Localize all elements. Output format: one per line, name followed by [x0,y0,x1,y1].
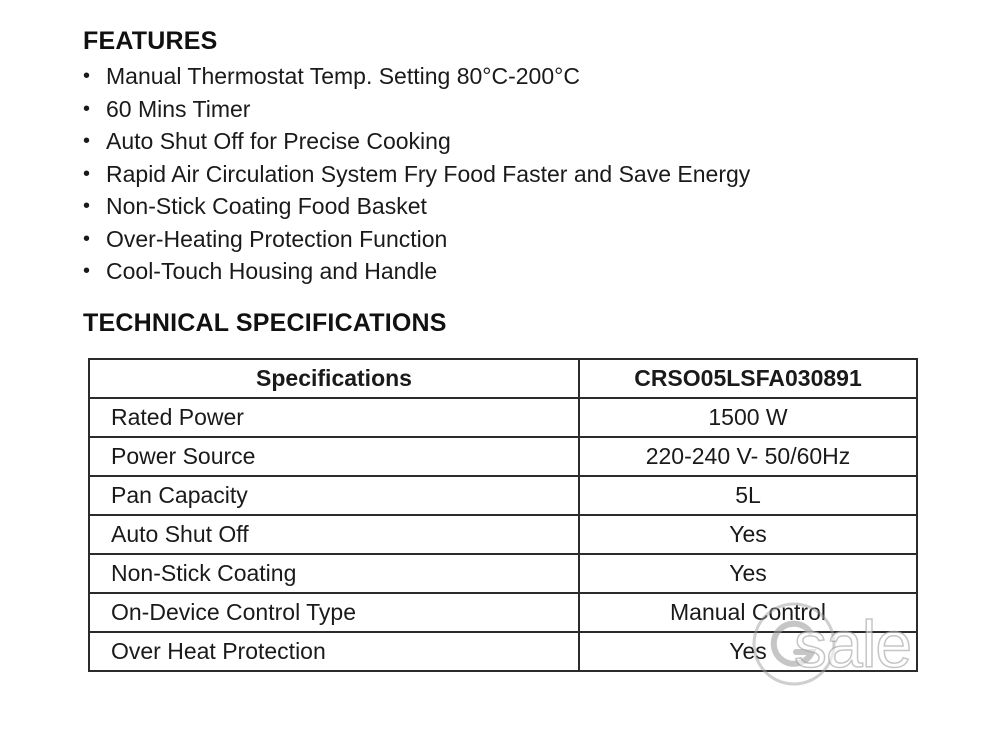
table-row [89,593,917,632]
table-row [89,515,917,554]
bullet-icon: • [83,162,91,185]
table-row [89,476,917,515]
bullet-icon: • [83,97,91,120]
bullet-icon: • [83,65,91,87]
technical-specifications-heading: TECHNICAL SPECIFICATIONS [83,309,447,337]
feature-text: Cool-Touch Housing and Handle [106,258,438,284]
spec-value: Yes [579,632,917,671]
feature-text: Over-Heating Protection Function [106,225,448,252]
watermark-text: sale [794,607,912,681]
feature-text: Manual Thermostat Temp. Setting 80°C-200°C [106,63,580,89]
table-header-row [89,359,917,398]
bullet-icon: • [83,260,91,282]
table-row [89,398,917,437]
table-row [89,437,917,476]
bullet-icon: • [83,130,91,152]
feature-text: 60 Mins Timer [106,95,251,122]
spec-name: Over Heat Protection [89,632,579,671]
spec-value: Yes [579,515,917,554]
spec-value: 5L [579,476,917,515]
feature-text: Auto Shut Off for Precise Cooking [106,128,451,154]
specifications-table [88,358,918,672]
column-header-specifications: Specifications [89,359,579,398]
spec-name: On-Device Control Type [89,593,579,632]
features-heading: FEATURES [83,27,218,55]
spec-name: Power Source [89,437,579,476]
bullet-icon: • [83,227,91,250]
column-header-model: CRSO05LSFA030891 [579,359,917,398]
table-row [89,632,917,671]
spec-name: Auto Shut Off [89,515,579,554]
spec-name: Pan Capacity [89,476,579,515]
spec-value: 1500 W [579,398,917,437]
feature-text: Non-Stick Coating Food Basket [106,193,427,219]
feature-text: Rapid Air Circulation System Fry Food Faster and Save Energy [106,160,751,187]
spec-name: Non-Stick Coating [89,554,579,593]
bullet-icon: • [83,195,91,217]
spec-name: Rated Power [89,398,579,437]
spec-value: Yes [579,554,917,593]
table-row [89,554,917,593]
spec-value: 220-240 V- 50/60Hz [579,437,917,476]
spec-value: Manual Control [579,593,917,632]
